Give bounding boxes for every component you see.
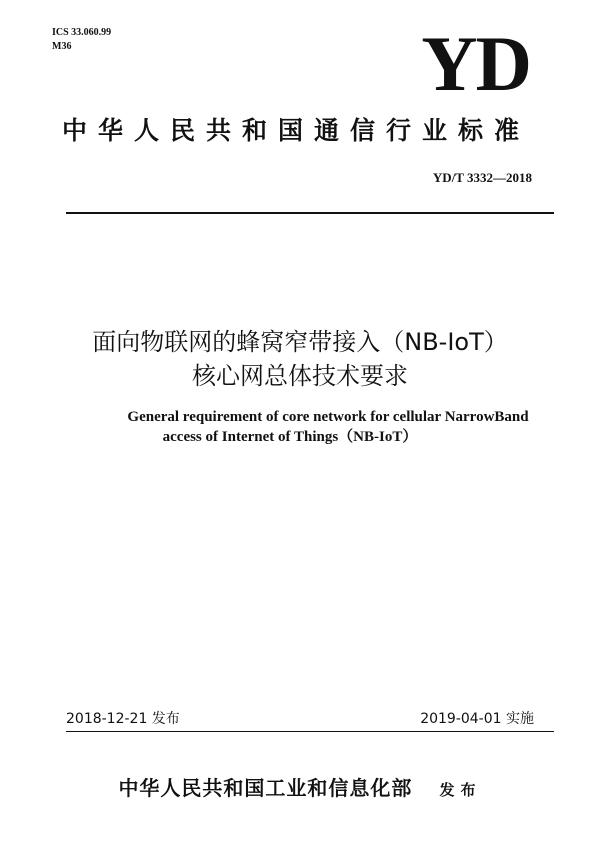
title-cn-line2: 核心网总体技术要求 — [192, 362, 408, 390]
title-en-line1: General requirement of core network for cellular NarrowBand — [127, 409, 529, 425]
organization-title: 中华人民共和国通信行业标准 — [62, 116, 531, 145]
footer-divider — [66, 731, 554, 732]
issuer-name: 中华人民共和国工业和信息化部 — [118, 776, 413, 800]
issuer — [0, 772, 600, 801]
yd-logo: YD — [421, 20, 530, 107]
ccs-code: M36 — [52, 41, 72, 52]
ics-code: ICS 33.060.99 — [52, 27, 112, 38]
header-divider — [66, 212, 554, 214]
title-en-line2: access of Internet of Things（NB-IoT） — [162, 429, 418, 445]
classification-codes — [52, 26, 111, 54]
standard-number: YD/T 3332—2018 — [432, 170, 532, 185]
issuer-action: 发布 — [439, 781, 482, 799]
publish-date: 2018-12-21 发布 — [66, 711, 180, 727]
title-cn-line1: 面向物联网的蜂窝窄带接入（NB-IoT） — [92, 328, 508, 356]
effective-date: 2019-04-01 实施 — [420, 711, 534, 727]
